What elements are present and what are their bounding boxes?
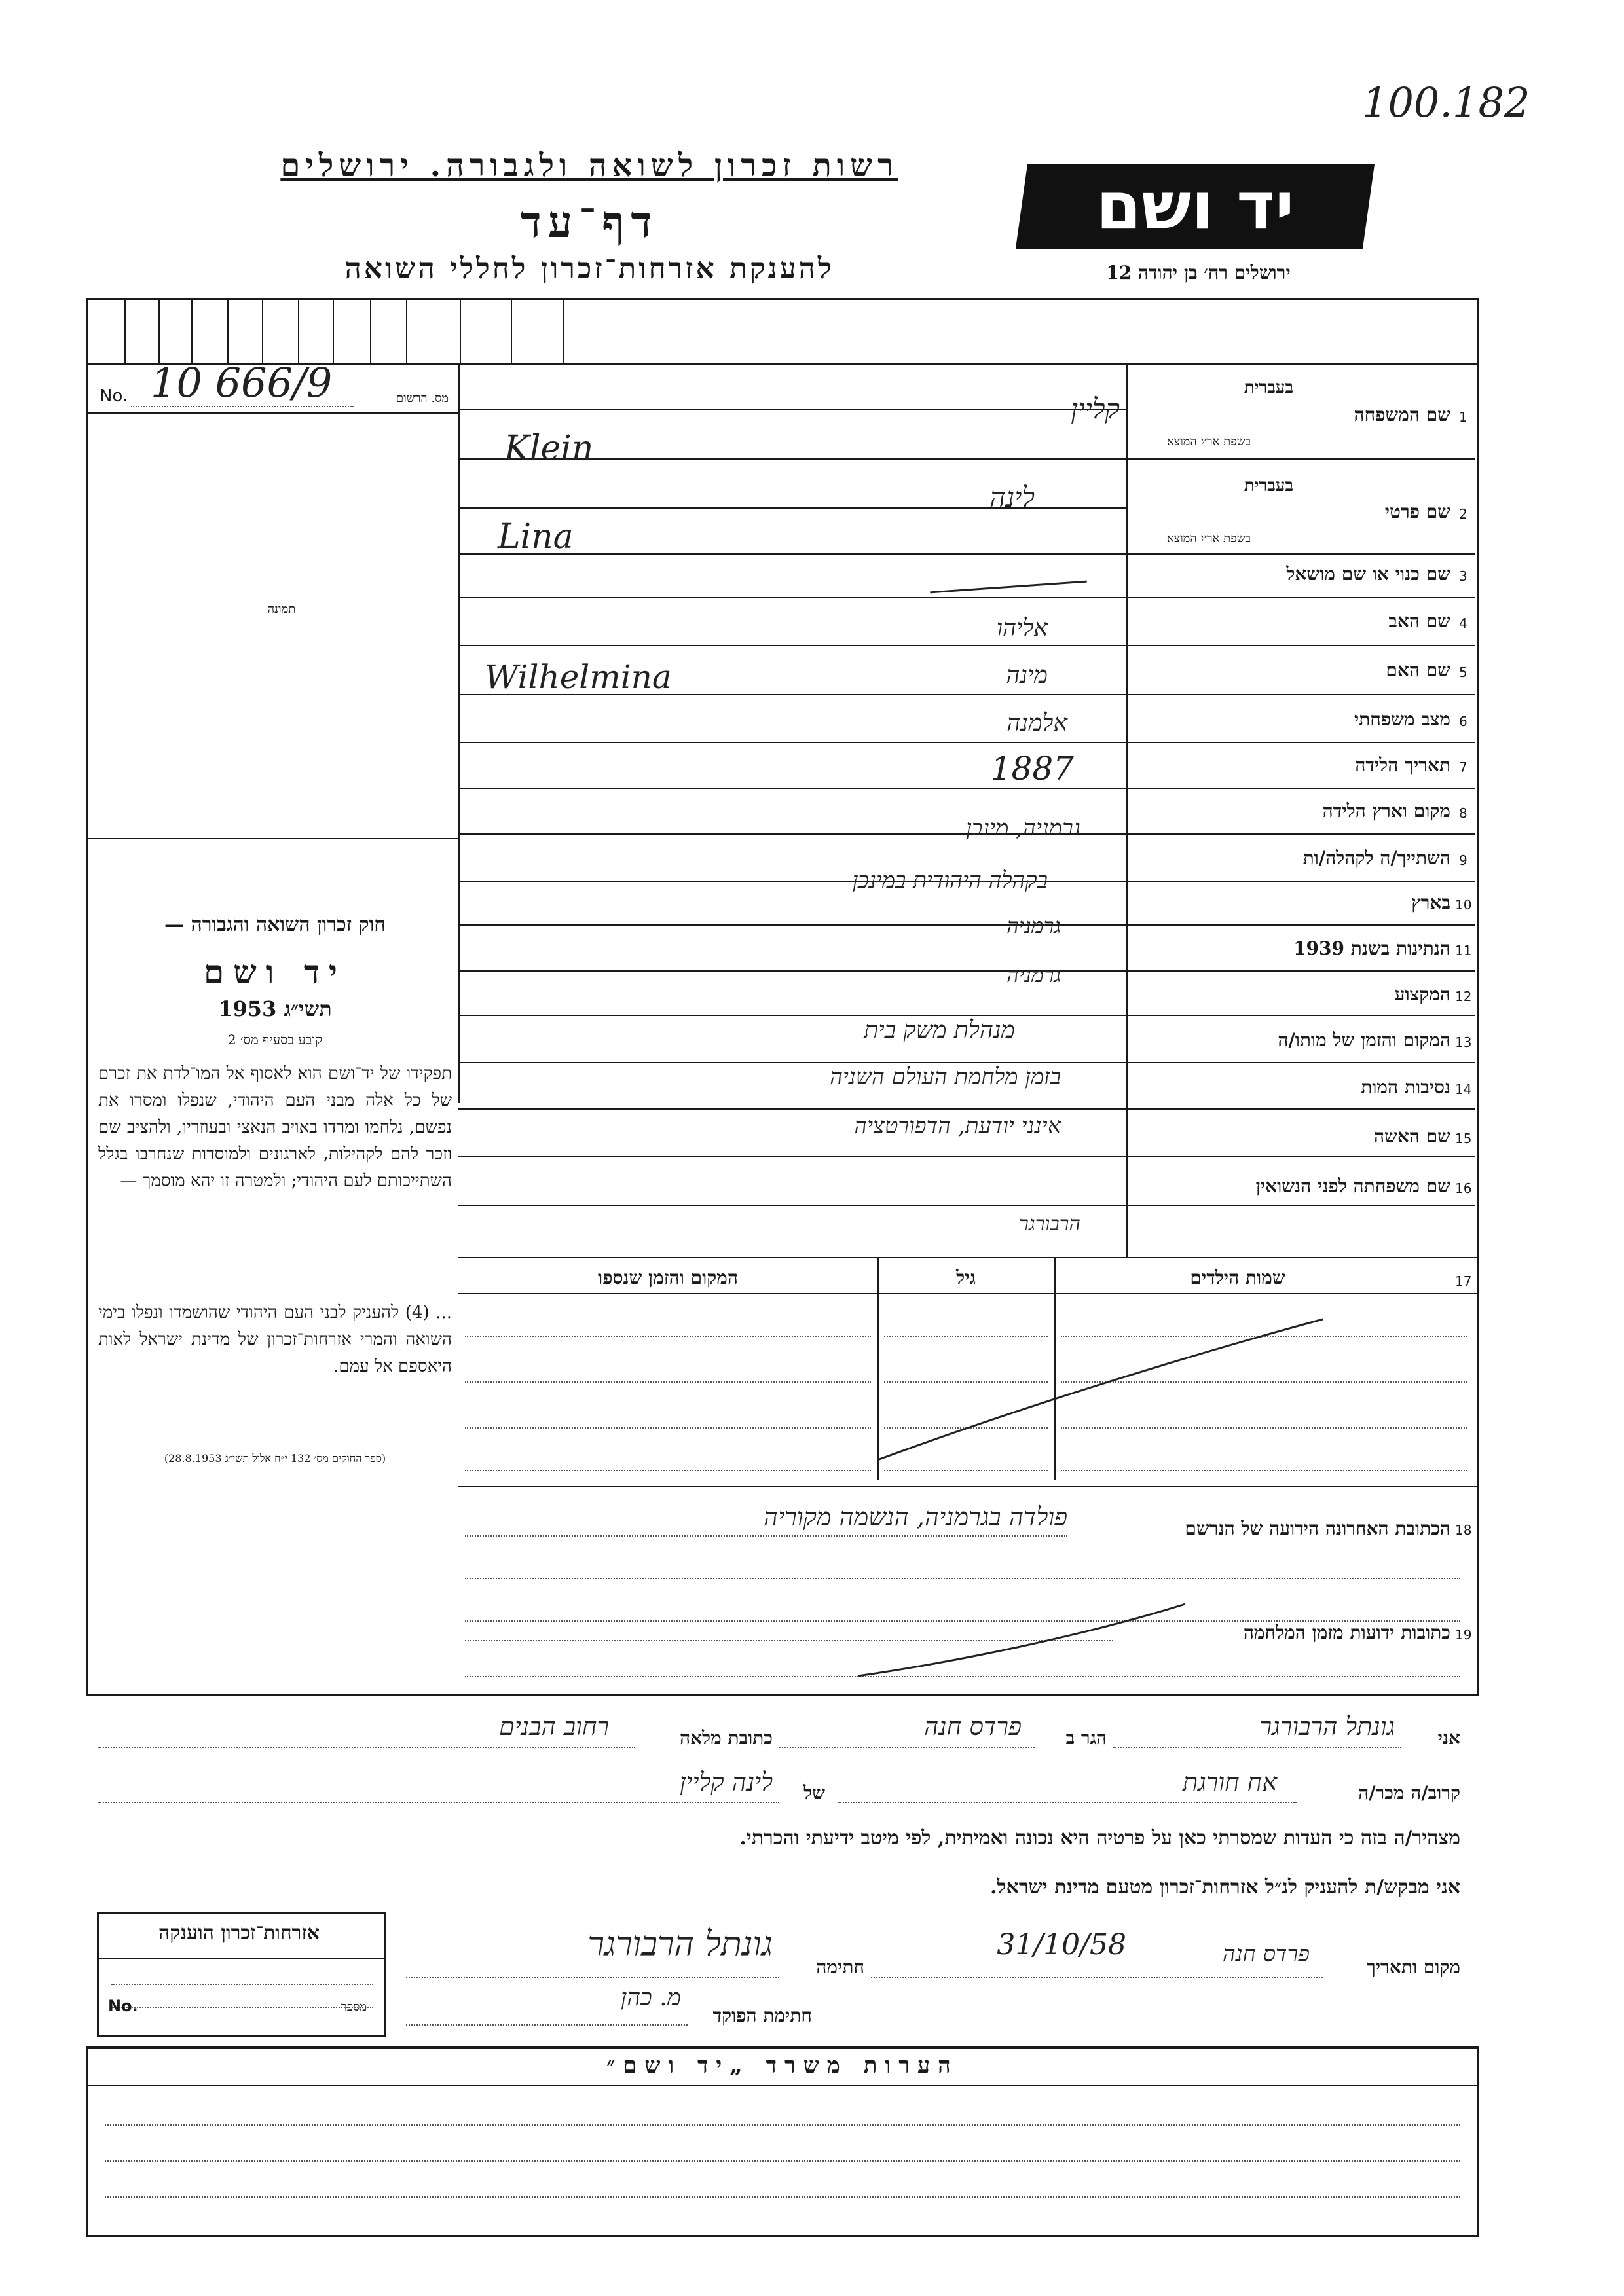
field-16-number: 16 (1455, 1180, 1472, 1196)
field-8-label: מקום וארץ הלידה (1322, 800, 1450, 822)
photo-label: תמונה (267, 602, 296, 616)
registration-no-value: 10 666/9 (151, 359, 333, 407)
field-10-value: גרמניה (1006, 913, 1061, 938)
citizenship-no-label: No. (108, 1997, 138, 2015)
field-10-number: 10 (1455, 897, 1472, 913)
logo-text: יד ושם (1096, 168, 1295, 244)
field-7-number: 7 (1459, 759, 1467, 775)
field-8-value: גרמניה, מינכן (966, 815, 1080, 841)
field-1-number: 1 (1459, 409, 1467, 425)
children-age-header: גיל (956, 1267, 976, 1288)
field-9-label: השתייך/ה לקהלה/ות (1302, 847, 1450, 869)
signature-label: חתימה (816, 1956, 864, 1978)
field-2-value-hebrew: לינה (989, 481, 1035, 513)
field-2-number: 2 (1459, 506, 1467, 522)
field-12-label: המקצוע (1394, 983, 1450, 1005)
place-date-label: מקום ותאריך (1366, 1956, 1460, 1978)
field-18-number: 18 (1455, 1522, 1472, 1538)
field-8-number: 8 (1459, 805, 1467, 821)
field-13-number: 13 (1455, 1034, 1472, 1050)
field-5-value-latin: Wilhelmina (485, 658, 672, 696)
field-17-number: 17 (1455, 1273, 1472, 1289)
of-label: של (803, 1782, 825, 1804)
field-3-label: שם כנוי או שם מושאל (1286, 563, 1450, 585)
lang-origin-1: בשפת ארץ המוצא (1166, 435, 1251, 448)
field-16-value: הרבורגר (1019, 1212, 1080, 1235)
wartime-crossout (851, 1597, 1192, 1683)
law-clause: קובע בסעיף מס׳ 2 (227, 1032, 323, 1048)
citizenship-num-label: מספר (341, 2000, 367, 2014)
declaration-ani: אני (1437, 1727, 1460, 1749)
field-14-value: אינני יודעת, הדפורטציה (854, 1113, 1061, 1139)
relative-label: קרוב/ה מכר/ה (1358, 1782, 1460, 1804)
field-1-value-latin: Klein (504, 429, 594, 468)
declaration-statement-2: אני מבקש/ת להעניק לנ״ל אזרחות־זכרון מטעם מדינת ישראל. (990, 1876, 1460, 1899)
field-9-number: 9 (1459, 852, 1467, 868)
place-value: פרדס חנה (1222, 1941, 1310, 1967)
relation-value: אח חורגת (1183, 1768, 1277, 1796)
law-year: תשי״ג 1953 (218, 996, 332, 1021)
law-name: יד ושם (204, 953, 346, 991)
field-1-label: שם המשפחה (1354, 404, 1450, 426)
field-4-number: 4 (1459, 615, 1467, 631)
citizenship-box-title: אזרחות־זכרון הוענקה (158, 1922, 320, 1944)
law-title: חוק זכרון השואה והגבורה — (164, 913, 386, 936)
law-paragraph-2: ... (4) להעניק לבני העם היהודי שהושמדו ונפלו בימי השואה והמרי אזרחות־זכרון של מדינת ישראל לאות היאספם אל עמם. (98, 1303, 452, 1376)
form-subtitle: להענקת אזרחות־זכרון לחללי השואה (344, 252, 834, 285)
yad-vashem-logo (1016, 164, 1375, 249)
field-13-label: המקום והזמן של מותו/ה (1278, 1029, 1450, 1051)
officer-label: חתימת הפוקד (712, 2005, 812, 2026)
resides-town: פרדס חנה (924, 1712, 1022, 1741)
field-11-label: הנתינות בשנת 1939 (1293, 938, 1450, 959)
field-6-value: אלמנה (1006, 710, 1067, 737)
field-14-number: 14 (1455, 1082, 1472, 1097)
field-6-number: 6 (1459, 714, 1467, 729)
law-paragraph-1: תפקידו של יד־ושם הוא לאסוף אל המו־לדת את זכרם של כל אלה מבני העם היהודי, שנפלו ומסרו את נפשם, נלחמו ומרדו באויב הנאצי ובעוזריו, ולהציב שם וזכר להם לקהילות, לארגונים ולמוסדות שנחרבו בגלל השתייכותם לעם היהודי; ולמטרה זו יהא מוסמך — (98, 1064, 452, 1191)
field-6-label: מצב משפחתי (1354, 708, 1450, 730)
archive-number-note: 100.182 (1362, 79, 1530, 126)
of-value: לינה קליין (679, 1768, 773, 1796)
lang-hebrew-2: בעברית (1244, 476, 1293, 496)
address-value: רחוב הבנים (499, 1712, 609, 1741)
field-14-label: נסיבות המות (1361, 1076, 1450, 1098)
declaration-statement-1: מצהיר/ה בזה כי העדות שמסרתי כאן על פרטיה היא נכונה ואמיתית, לפי מיטב ידיעתי והכרתי. (739, 1827, 1460, 1850)
authority-title: רשות זכרון לשואה ולגבורה. ירושלים (280, 147, 898, 184)
children-names-header: שמות הילדים (1190, 1267, 1285, 1288)
field-5-number: 5 (1459, 665, 1467, 680)
field-2-label: שם פרטי (1384, 501, 1450, 522)
registration-no-label: No. (100, 386, 128, 406)
logo-address: ירושלים רח׳ בן יהודה 12 (1106, 262, 1291, 283)
lang-hebrew-1: בעברית (1244, 378, 1293, 397)
field-10-label: בארץ (1411, 892, 1450, 913)
field-1-value-hebrew: קליין (1071, 393, 1120, 425)
field-16-label: שם משפחתה לפני הנשואין (1255, 1175, 1450, 1197)
field-11-value: גרמניה (1006, 962, 1061, 987)
field-11-number: 11 (1455, 943, 1472, 958)
field-3-number: 3 (1459, 568, 1467, 584)
lang-origin-2: בשפת ארץ המוצא (1166, 532, 1251, 545)
field-4-value: אליהו (996, 615, 1048, 642)
field-19-label: כתובות ידועות מזמן המלחמה (1243, 1622, 1450, 1643)
law-source: (ספר החוקים מס׳ 132 י״ח אלול תשי״ג 28.8.1953) (164, 1452, 386, 1465)
declarant-name: גונתל הרבורגר (1259, 1712, 1395, 1741)
field-9-value: בקהלה היהודית במינכן (852, 867, 1048, 894)
address-label: כתובת מלאה (679, 1727, 773, 1749)
date-value: 31/10/58 (997, 1928, 1126, 1961)
children-crossout (871, 1309, 1329, 1473)
field-19-number: 19 (1455, 1627, 1472, 1643)
field-5-value-hebrew: מינה (1006, 662, 1048, 689)
registration-label: מס. הרשום (396, 392, 449, 405)
field-12-value: מנהלת משק בית (864, 1017, 1015, 1044)
field-4-label: שם האב (1388, 610, 1450, 632)
field-7-value: 1887 (990, 750, 1074, 788)
field-15-number: 15 (1455, 1131, 1472, 1146)
field-15-label: שם האשה (1373, 1125, 1450, 1147)
children-place-header: המקום והזמן שנספו (598, 1267, 738, 1288)
officer-value: מ. כהן (620, 1984, 681, 2011)
field-2-value-latin: Lina (498, 517, 574, 556)
field-18-label: הכתובת האחרונה הידועה של הנרשם (1185, 1518, 1450, 1539)
field-5-label: שם האם (1386, 659, 1450, 681)
field-18-value: פולדה בגרמניה, הנשמה מקוריה (763, 1503, 1067, 1531)
remarks-title: הערות משרד „יד ושם״ (606, 2052, 959, 2079)
resides-label: הגר ב (1065, 1727, 1107, 1749)
field-13-value: בזמן מלחמת העולם השניה (829, 1064, 1061, 1090)
form-title: דף־עד (520, 196, 659, 247)
field-7-label: תאריך הלידה (1355, 754, 1450, 776)
signature-value: גונתל הרבורגר (587, 1925, 773, 1964)
field-12-number: 12 (1455, 989, 1472, 1004)
